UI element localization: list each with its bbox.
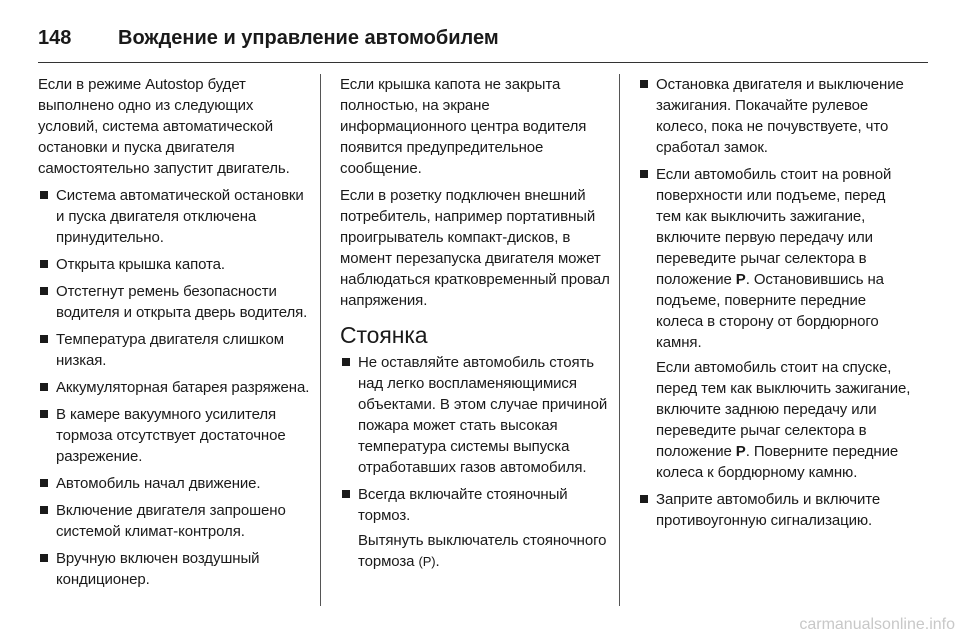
list-item: Заприте автомобиль и включите противоугонную сигнализацию. [638, 489, 912, 531]
bullet-icon [342, 490, 350, 498]
parking-list-continued [638, 74, 912, 531]
list-item: Не оставляйте автомобиль стоять над легко воспламеняющимися объектами. В этом случае причиной пожара может стать высокая температура системы выпуска отработавших газов автомобиля. [340, 352, 612, 478]
bullet-icon [40, 335, 48, 343]
column-3 [638, 74, 912, 537]
downhill-instruction: Если автомобиль стоит на спуске, перед тем как выключить зажигание, включите заднюю передачу или переведите рычаг селектора в положение P. Поверните передние колеса к бордюрному камню. [656, 359, 911, 481]
header-rule [38, 62, 928, 63]
list-item: Остановка двигателя и выключение зажигания. Покачайте рулевое колесо, пока не почувствуете, что сработал замок. [638, 74, 912, 158]
bullet-icon [40, 554, 48, 562]
bullet-icon [40, 410, 48, 418]
list-item: Открыта крышка капота. [38, 254, 310, 275]
watermark: carmanualsonline.info [799, 616, 955, 633]
voltage-drop-paragraph: Если в розетку подключен внешний потребитель, например портативный проигрыватель компакт-дисков, в момент перезапуска двигателя может наблюдаться кратковременный провал напряжения. [340, 187, 610, 309]
bullet-icon [40, 383, 48, 391]
column-divider-1 [320, 74, 321, 606]
parking-list [340, 352, 612, 572]
parking-brake-instruction: Вытянуть выключатель стояночного тормоза (P). [358, 532, 607, 570]
gear-p-label: P [735, 271, 746, 288]
list-item: Всегда включайте стояночный тормоз. Вытянуть выключатель стояночного тормоза (P). [340, 484, 612, 572]
list-item: Если автомобиль стоит на ровной поверхности или подъеме, перед тем как выключить зажигание, включите первую передачу или переведите рычаг селектора в положение P. Остановившись на подъеме, поверните передние колеса в сторону от бордюрного камня. Если автомобиль стоит на спуске, перед тем как выключить зажигание, включите заднюю передачу или переведите рычаг селектора в положение P. Поверните передние колеса к бордюрному камню. [638, 164, 912, 483]
parking-brake-icon: (P) [418, 554, 436, 569]
list-item: Аккумуляторная батарея разряжена. [38, 377, 310, 398]
hood-warning-paragraph: Если крышка капота не закрыта полностью, на экране информационного центра водителя появится предупредительное сообщение. [340, 76, 587, 177]
list-item: Включение двигателя запрошено системой климат-контроля. [38, 500, 310, 542]
list-item: Система автоматической остановки и пуска двигателя отключена принудительно. [38, 185, 310, 248]
list-item: В камере вакуумного усилителя тормоза отсутствует достаточное разрежение. [38, 404, 310, 467]
page-header [38, 18, 928, 58]
bullet-icon [40, 260, 48, 268]
bullet-icon [640, 80, 648, 88]
column-divider-2 [619, 74, 620, 606]
bullet-icon [40, 506, 48, 514]
column-1 [38, 74, 310, 596]
bullet-icon [640, 170, 648, 178]
column-2 [340, 74, 612, 578]
gear-p-label: P [735, 443, 746, 460]
list-item: Вручную включен воздушный кондиционер. [38, 548, 310, 590]
section-heading-parking: Стоянка [340, 322, 428, 348]
bullet-icon [640, 495, 648, 503]
restart-conditions-list [38, 185, 310, 590]
page-title: Вождение и управление автомобилем [118, 26, 499, 49]
list-item: Отстегнут ремень безопасности водителя и открыта дверь водителя. [38, 281, 310, 323]
bullet-icon [342, 358, 350, 366]
bullet-icon [40, 287, 48, 295]
list-item: Автомобиль начал движение. [38, 473, 310, 494]
page-number: 148 [38, 26, 72, 49]
bullet-icon [40, 191, 48, 199]
list-item: Температура двигателя слишком низкая. [38, 329, 310, 371]
intro-paragraph: Если в режиме Autostop будет выполнено одно из следующих условий, система автоматической остановки и пуска двигателя самостоятельно запустит двигатель. [38, 76, 290, 177]
bullet-icon [40, 479, 48, 487]
